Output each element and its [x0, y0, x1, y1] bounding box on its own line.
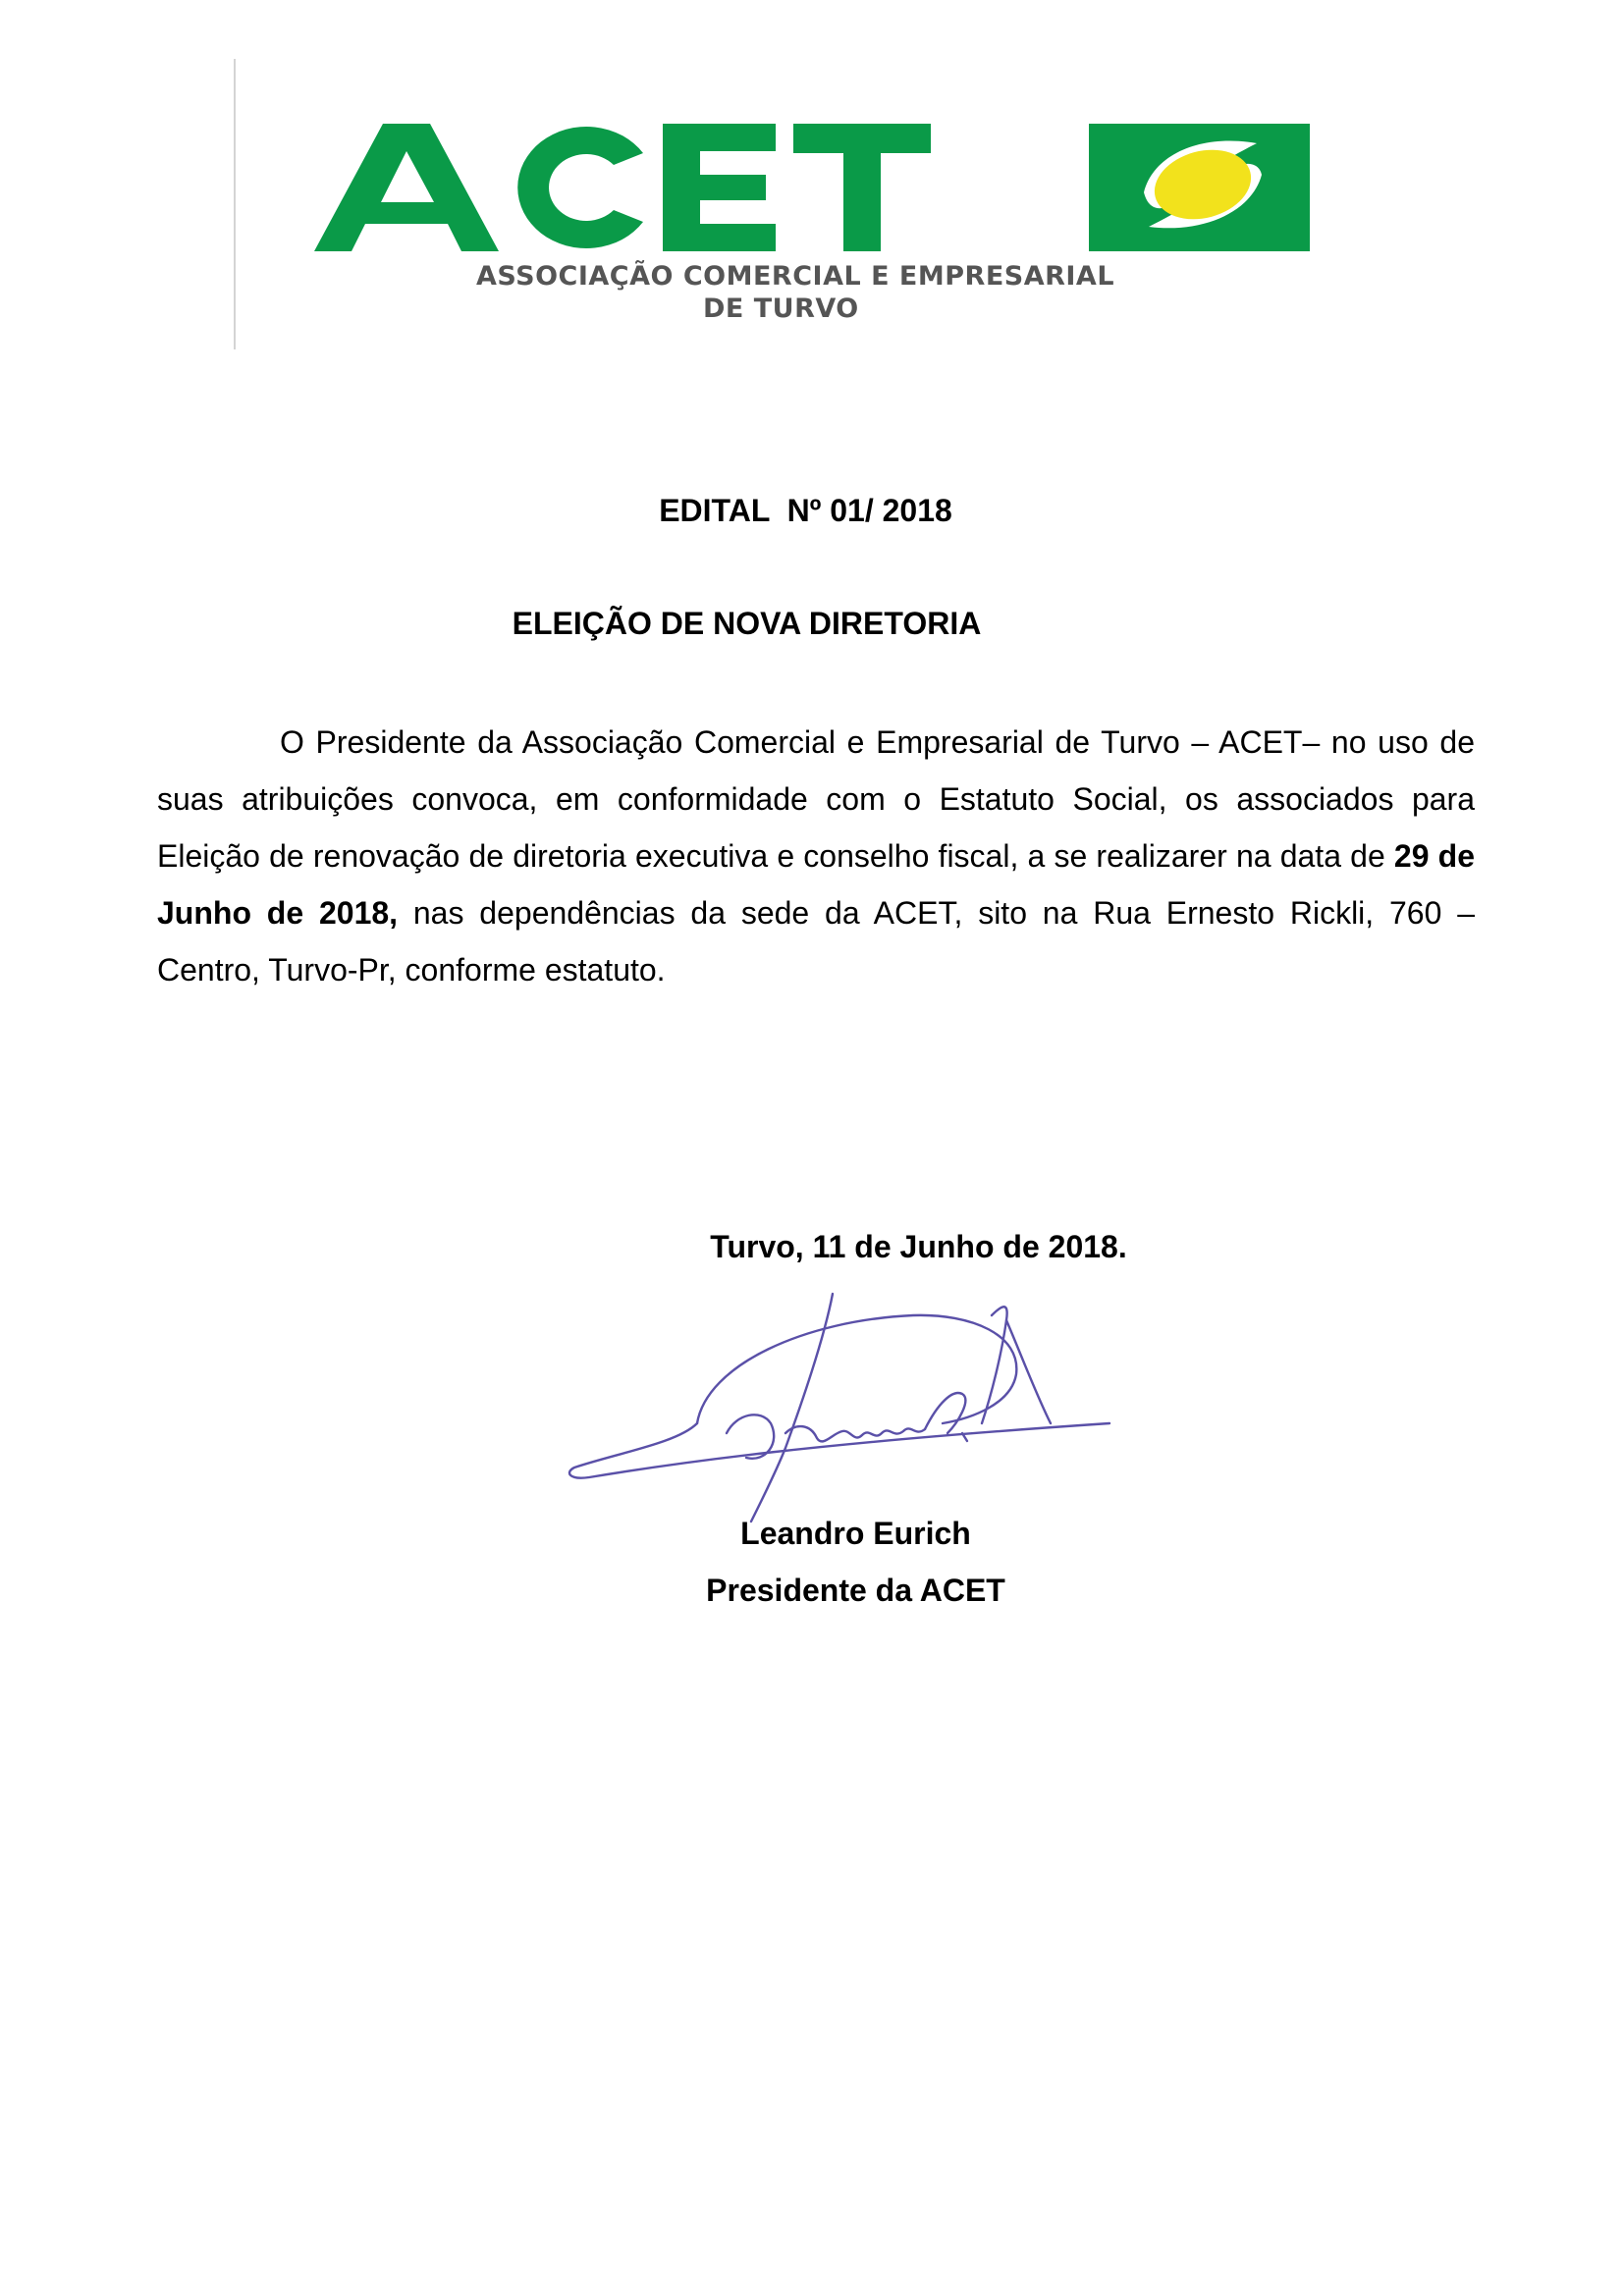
- signer-role: Presidente da ACET: [706, 1573, 1005, 1608]
- logo-subtitle-line1: ASSOCIAÇÃO COMERCIAL E EMPRESARIAL: [476, 261, 1115, 292]
- body-text-part1: O Presidente da Associação Comercial e Empresarial de Turvo – ACET– no uso de suas atribuições convoca, em conformidade com o Estatuto Social, os associados para Eleição de renovação de diretoria executiva e conselho fiscal, a se realizarer na data de: [157, 724, 1475, 874]
- place-date: Turvo, 11 de Junho de 2018.: [710, 1229, 1127, 1264]
- acet-logo-mark: [314, 114, 1316, 261]
- body-text-date: 29 de Junho de 2018,: [157, 838, 1476, 931]
- document-title: EDITAL Nº 01/ 2018: [659, 493, 952, 528]
- handwritten-signature: [560, 1276, 1129, 1551]
- body-text-part2: nas dependências da sede da ACET, sito na Rua Ernesto Rickli, 760 – Centro, Turvo-Pr, conforme estatuto.: [157, 895, 1476, 988]
- document-subtitle: ELEIÇÃO DE NOVA DIRETORIA: [512, 606, 982, 641]
- body-paragraph: [157, 714, 1475, 998]
- header-divider: [234, 59, 236, 349]
- signer-name: Leandro Eurich: [740, 1516, 971, 1551]
- acet-logo: [314, 114, 1316, 330]
- logo-subtitle-line2: DE TURVO: [703, 294, 859, 324]
